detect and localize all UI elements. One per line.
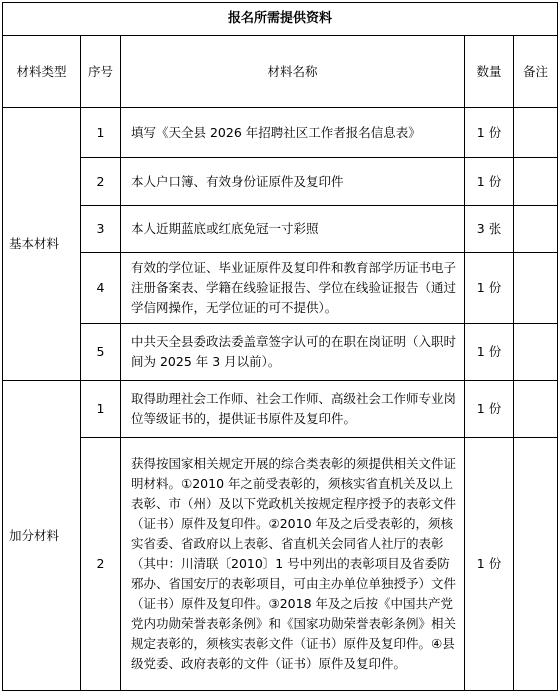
row-qty: 1 份 [465,438,514,691]
row-qty: 1 份 [465,108,514,158]
table-row [3,158,558,206]
table-header-row [3,36,558,108]
materials-table [2,2,558,691]
row-no: 5 [81,324,121,381]
row-no: 2 [81,438,121,691]
row-qty: 3 张 [465,206,514,253]
header-name: 材料名称 [121,36,465,108]
table-row [3,438,558,691]
row-note [514,324,558,381]
row-note [514,158,558,206]
header-no: 序号 [81,36,121,108]
row-note [514,253,558,324]
header-note: 备注 [514,36,558,108]
row-no: 4 [81,253,121,324]
row-no: 1 [81,108,121,158]
row-name: 取得助理社会工作师、社会工作师、高级社会工作师专业岗位等级证书的，提供证书原件及复印件。 [121,381,465,438]
row-note [514,206,558,253]
row-name: 本人近期蓝底或红底免冠一寸彩照 [121,206,465,253]
row-qty: 1 份 [465,381,514,438]
header-type: 材料类型 [3,36,81,108]
table-row [3,253,558,324]
group-type-basic: 基本材料 [3,108,81,381]
table-title-row [3,3,558,36]
row-qty: 1 份 [465,324,514,381]
row-no: 1 [81,381,121,438]
group-type-bonus: 加分材料 [3,381,81,691]
table-row [3,324,558,381]
row-qty: 1 份 [465,158,514,206]
row-name: 中共天全县委政法委盖章签字认可的在职在岗证明（入职时间为 2025 年 3 月以前）。 [121,324,465,381]
table-title: 报名所需提供资料 [3,3,558,36]
row-name: 填写《天全县 2026 年招聘社区工作者报名信息表》 [121,108,465,158]
row-note [514,438,558,691]
row-note [514,108,558,158]
row-name: 本人户口簿、有效身份证原件及复印件 [121,158,465,206]
table-row [3,381,558,438]
row-no: 3 [81,206,121,253]
row-name: 获得按国家相关规定开展的综合类表彰的须提供相关文件证明材料。①2010 年之前受表彰的，须核实省直机关及以上表彰、市（州）及以下党政机关按规定程序授予的表彰文件（证书）原件及复印件。②2010 年及之后受表彰的，须核实省委、省政府以上表彰、省直机关会同省人社厅的表彰（其中：川清联〔2010〕1 号中列出的表彰项目及省委防邪办、省国安厅的表彰项目，可由主办单位单独授予）文件（证书）原件及复印件。③2018 年及之后按《中国共产党党内功勋荣誉表彰条例》和《国家功勋荣誉表彰条例》相关规定表彰的，须核实表彰文件（证书）原件及复印件。④县级党委、政府表彰的文件（证书）原件及复印件。 [121,438,465,691]
row-note [514,381,558,438]
table-row [3,206,558,253]
table-row [3,108,558,158]
row-qty: 1 份 [465,253,514,324]
row-name: 有效的学位证、毕业证原件及复印件和教育部学历证书电子注册备案表、学籍在线验证报告、学位在线验证报告（通过学信网操作，无学位证的可不提供）。 [121,253,465,324]
row-no: 2 [81,158,121,206]
header-qty: 数量 [465,36,514,108]
